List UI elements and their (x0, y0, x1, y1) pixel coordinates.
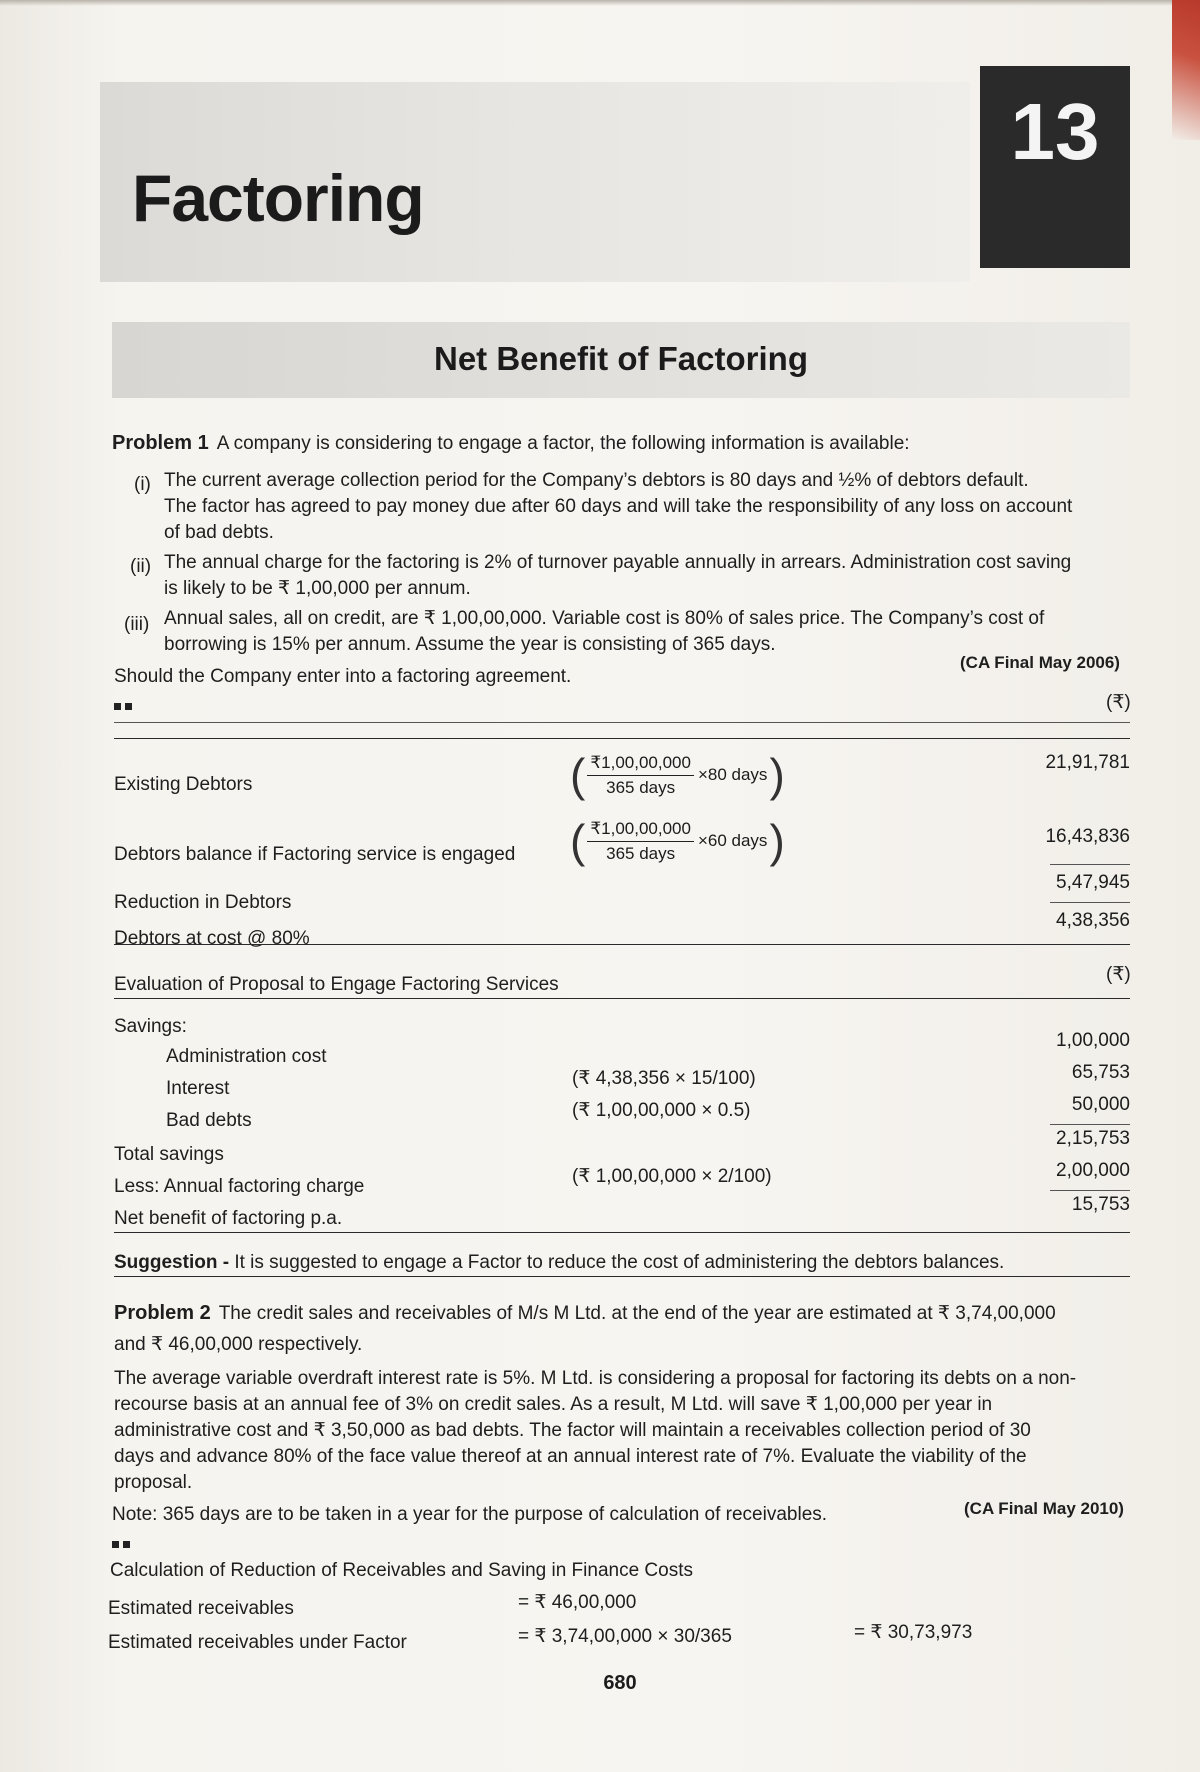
less-charge-label: Less: Annual factoring charge (114, 1176, 365, 1197)
formula-numerator: ₹1,00,00,000 (587, 753, 694, 776)
problem1-question: Should the Company enter into a factoring agreement. (114, 666, 572, 687)
est-factor-label: Estimated receivables under Factor (108, 1632, 407, 1653)
existing-debtors-value: 21,91,781 (1045, 752, 1130, 773)
evaluation-title: Evaluation of Proposal to Engage Factoring Services (114, 974, 559, 995)
problem1-currency-header: (₹) (1106, 692, 1131, 713)
savings-label: Savings: (114, 1016, 187, 1037)
problem2-note: Note: 365 days are to be taken in a year for the purpose of calculation of receivables. (112, 1504, 828, 1525)
book-cover-edge (1172, 0, 1200, 140)
problem2-intro: The credit sales and receivables of M/s M Ltd. at the end of the year are estimated at ₹ 3,74,00,000 (218, 1303, 1056, 1324)
chapter-number: 13 (1010, 87, 1100, 176)
table-divider (114, 944, 1130, 945)
problem2-para-line: recourse basis at an annual fee of 3% on credit sales. As a result, M Ltd. will save ₹ 1,00,000 per year in (114, 1394, 993, 1415)
factoring-debtors-formula: ( $\frac{₹1,00,00,000}{\text{365 days}}$ ×60 days ) (570, 815, 785, 867)
at-cost-label: Debtors at cost @ 80% (114, 928, 310, 949)
total-savings-value: 2,15,753 (1056, 1128, 1130, 1149)
factoring-debtors-value: 16,43,836 (1045, 826, 1130, 847)
formula-numerator: ₹1,00,00,000 (587, 819, 694, 842)
table-divider (114, 998, 1130, 999)
problem2-para-line: administrative cost and ₹ 3,50,000 as bad debts. The factor will maintain a receivables collection period of 30 (114, 1420, 1031, 1441)
problem2-para-line: proposal. (114, 1472, 193, 1493)
est-receivables-eq: = ₹ 46,00,000 (518, 1592, 637, 1613)
subtotal-line (1050, 864, 1130, 865)
net-benefit-value: 15,753 (1071, 1194, 1130, 1215)
chapter-title: Factoring (132, 161, 424, 235)
factoring-debtors-label: Debtors balance if Factoring service is engaged (114, 844, 516, 865)
problem1-item2-line2: is likely to be ₹ 1,00,000 per annum. (164, 578, 471, 599)
saving-row-label: Bad debts (166, 1110, 252, 1131)
problem1-intro: A company is considering to engage a factor, the following information is available: (216, 433, 910, 454)
section-header-band (112, 322, 1130, 398)
problem1-item1-line1: The current average collection period for the Company’s debtors is 80 days and ½% of debtors default. (164, 470, 1029, 491)
problem2-source: (CA Final May 2010) (964, 1499, 1124, 1518)
subtotal-line (1050, 1124, 1130, 1125)
net-benefit-label: Net benefit of factoring p.a. (114, 1208, 343, 1229)
less-charge-calc: (₹ 1,00,00,000 × 2/100) (572, 1166, 772, 1187)
table-divider (114, 1232, 1130, 1233)
saving-row-value: 50,000 (1071, 1094, 1130, 1115)
evaluation-currency-header: (₹) (1106, 964, 1131, 985)
page-number: 680 (603, 1672, 637, 1694)
formula-multiplier: ×60 days (697, 831, 768, 850)
existing-debtors-label: Existing Debtors (114, 774, 253, 795)
table-divider (114, 722, 1130, 723)
subtotal-line (1050, 902, 1130, 903)
est-receivables-label: Estimated receivables (108, 1598, 294, 1619)
saving-row-value: 65,753 (1071, 1062, 1130, 1083)
formula-multiplier: ×80 days (697, 765, 768, 784)
problem2-para-line: days and advance 80% of the face value thereof at an annual interest rate of 7%. Evaluate the viability of the (114, 1446, 1027, 1467)
problem1-intro-line (112, 430, 910, 457)
existing-debtors-formula: ( $\frac{₹1,00,00,000}{\text{365 days}}$ ×80 days ) (570, 749, 785, 801)
formula-denominator: 365 days (606, 843, 676, 863)
table-divider (114, 1276, 1130, 1277)
problem1-item3-line2: borrowing is 15% per annum. Assume the year is consisting of 365 days. (164, 634, 776, 655)
problem1-item1-line3: of bad debts. (164, 522, 274, 543)
problem1-item3-line1: Annual sales, all on credit, are ₹ 1,00,00,000. Variable cost is 80% of sales price. The Company’s cost of (164, 608, 1045, 629)
problem1-item1-line2: The factor has agreed to pay money due after 60 days and will take the responsibility of any loss on account (164, 496, 1073, 517)
saving-row-value: 1,00,000 (1056, 1030, 1130, 1051)
formula-denominator: 365 days (606, 777, 676, 797)
suggestion-text: It is suggested to engage a Factor to reduce the cost of administering the debtors balances. (234, 1252, 1005, 1273)
subtotal-line (1050, 1190, 1130, 1191)
chapter-number-box (980, 66, 1130, 268)
page-top-edge (0, 0, 1200, 6)
est-factor-result: = ₹ 30,73,973 (854, 1622, 973, 1643)
problem2-para-line: The average variable overdraft interest rate is 5%. M Ltd. is considering a proposal for factoring its debts on a non- (114, 1368, 1077, 1389)
reduction-value: 5,47,945 (1056, 872, 1130, 893)
at-cost-value: 4,38,356 (1056, 910, 1130, 931)
problem2-calc-title: Calculation of Reduction of Receivables and Saving in Finance Costs (110, 1560, 693, 1581)
reduction-label: Reduction in Debtors (114, 892, 292, 913)
saving-row-label: Interest (166, 1078, 230, 1099)
problem1-item3-marker: (iii) (124, 614, 150, 635)
section-title: Net Benefit of Factoring (433, 340, 808, 377)
table-divider (114, 738, 1130, 739)
total-savings-label: Total savings (114, 1144, 224, 1165)
less-charge-value: 2,00,000 (1056, 1160, 1130, 1181)
problem2-label: Problem 2 (114, 1302, 211, 1324)
saving-row-calc: (₹ 4,38,356 × 15/100) (572, 1068, 756, 1089)
problem2-line1 (114, 1300, 1056, 1327)
problem1-item1-marker: (i) (134, 474, 151, 495)
saving-row-label: Administration cost (166, 1046, 327, 1067)
est-factor-eq: = ₹ 3,74,00,000 × 30/365 (518, 1626, 732, 1647)
problem1-item2-line1: The annual charge for the factoring is 2% of turnover payable annually in arrears. Administration cost saving (164, 552, 1072, 573)
problem1-label: Problem 1 (112, 432, 209, 454)
problem1-source: (CA Final May 2006) (960, 653, 1120, 672)
saving-row-calc: (₹ 1,00,00,000 × 0.5) (572, 1100, 751, 1121)
problem2-line2: and ₹ 46,00,000 respectively. (114, 1334, 363, 1355)
solution-marker (112, 1530, 134, 1556)
solution-marker (114, 692, 136, 718)
problem1-item2-marker: (ii) (130, 556, 152, 577)
suggestion (114, 1250, 1004, 1276)
suggestion-label: Suggestion - (114, 1252, 230, 1273)
